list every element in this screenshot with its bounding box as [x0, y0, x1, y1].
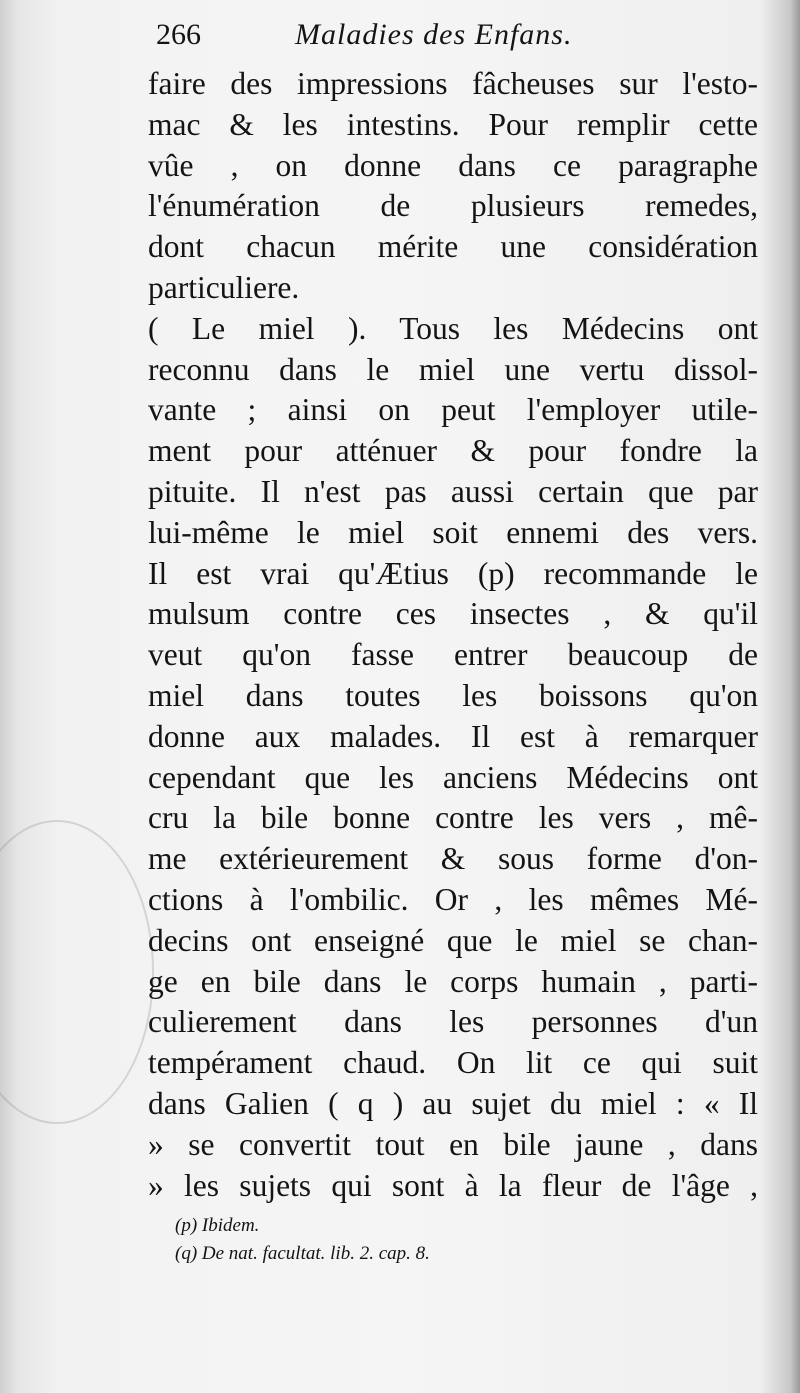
main-text — [148, 64, 758, 1206]
text-line: pituite. Il n'est pas aussi certain que par — [148, 473, 758, 509]
text-line: vûe , on donne dans ce paragraphe — [148, 147, 758, 183]
text-line: Il est vrai qu'Ætius (p) recommande le — [148, 555, 758, 591]
text-line: veut qu'on fasse entrer beaucoup de — [148, 637, 758, 673]
text-line: me extérieurement & sous forme d'on- — [148, 841, 758, 877]
footnote-q: (q) De nat. facultat. lib. 2. cap. 8. — [175, 1243, 430, 1264]
text-line: ( Le miel ). Tous les Médecins ont — [148, 310, 758, 346]
text-line: particuliere. — [148, 269, 300, 305]
text-line: faire des impressions fâcheuses sur l'esto- — [148, 66, 758, 101]
page-number: 266 — [156, 18, 201, 51]
text-line: ge en bile dans le corps humain , parti- — [148, 963, 758, 999]
text-line: reconnu dans le miel une vertu dissol- — [148, 351, 758, 387]
text-line: dans Galien ( q ) au sujet du miel : « Il — [148, 1085, 758, 1121]
text-line: cru la bile bonne contre les vers , mê- — [148, 800, 758, 836]
text-line: culierement dans les personnes d'un — [148, 1004, 758, 1040]
text-line: mac & les intestins. Pour remplir cette — [148, 106, 758, 142]
running-title: Maladies des Enfans. — [295, 18, 573, 51]
text-line: decins ont enseigné que le miel se chan- — [148, 922, 758, 958]
text-line: » les sujets qui sont à la fleur de l'âge , — [148, 1167, 758, 1203]
footnotes — [175, 1212, 735, 1268]
text-line: l'énumération de plusieurs remedes, — [148, 188, 758, 224]
text-line: ctions à l'ombilic. Or , les mêmes Mé- — [148, 881, 758, 917]
text-line: lui-même le miel soit ennemi des vers. — [148, 514, 758, 550]
text-line: ment pour atténuer & pour fondre la — [148, 433, 758, 469]
footnote-p: (p) Ibidem. — [175, 1215, 260, 1236]
text-line: cependant que les anciens Médecins ont — [148, 759, 758, 795]
text-line: vante ; ainsi on peut l'employer utile- — [148, 392, 758, 428]
text-line: miel dans toutes les boissons qu'on — [148, 677, 758, 713]
text-line: donne aux malades. Il est à remarquer — [148, 718, 758, 754]
page-header — [150, 18, 760, 62]
text-line: mulsum contre ces insectes , & qu'il — [148, 596, 758, 632]
text-line: tempérament chaud. On lit ce qui suit — [148, 1045, 758, 1081]
library-stamp-shadow — [0, 820, 154, 1124]
text-line: dont chacun mérite une considération — [148, 229, 758, 265]
text-line: » se convertit tout en bile jaune , dans — [148, 1126, 758, 1162]
